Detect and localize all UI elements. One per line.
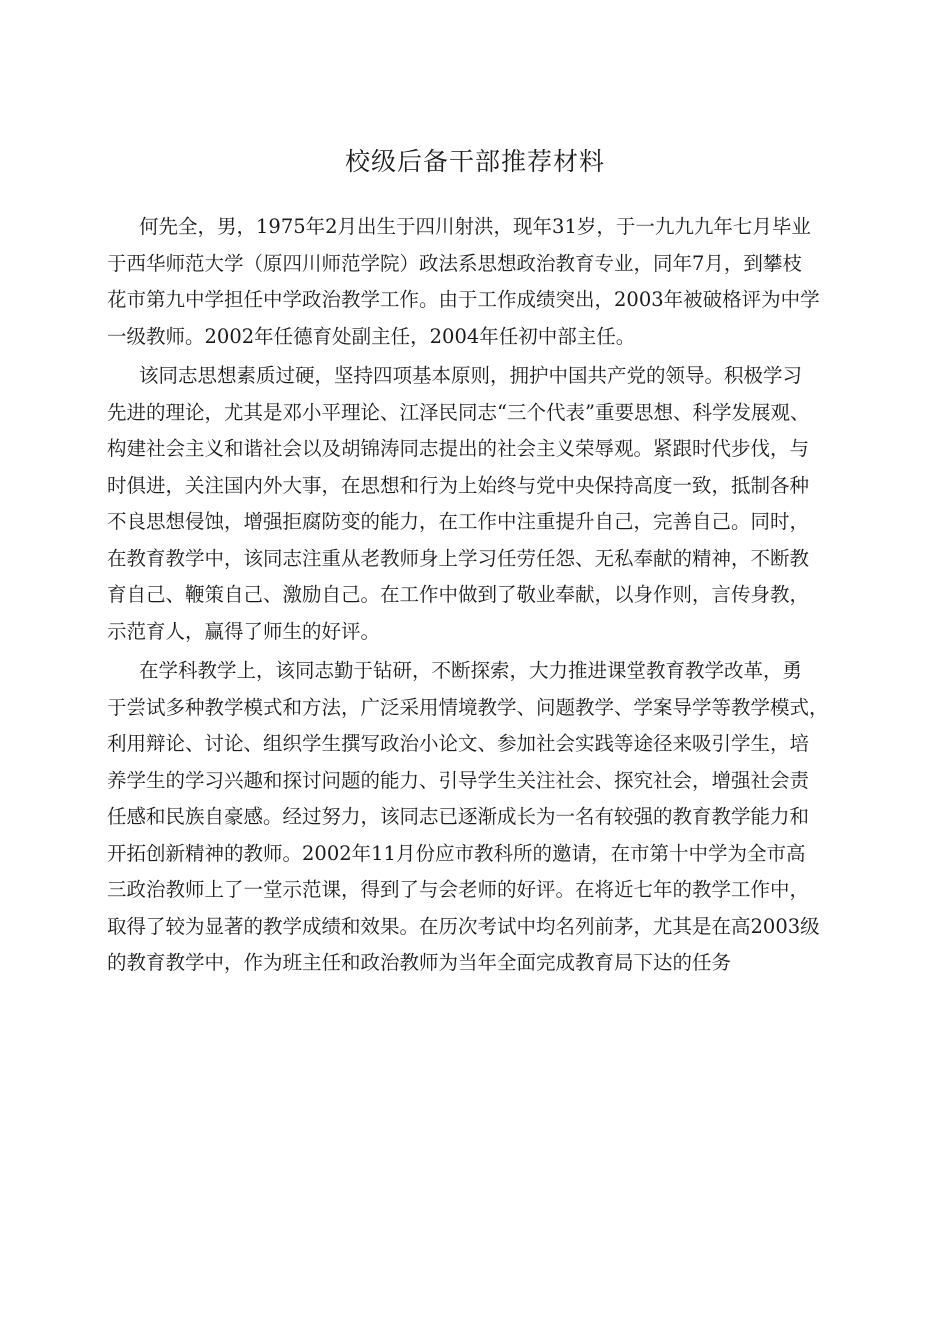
- paragraph-line: 示范育人，赢得了师生的好评。: [107, 619, 381, 643]
- document-title: 校级后备干部推荐材料: [344, 147, 605, 176]
- paragraph-1: [107, 209, 852, 355]
- paragraph-line: 该同志思想素质过硬，坚持四项基本原则，拥护中国共产党的领导。积极学习: [139, 364, 803, 387]
- paragraph-line: 于西华师范大学（原四川师范学院）政法系思想政治教育专业，同年7月，到攀枝: [107, 251, 802, 275]
- paragraph-line: 何先全，男，1975年2月出生于四川射洪，现年31岁，于一九九九年七月毕业: [139, 215, 811, 238]
- paragraph-line: 的教育教学中，作为班主任和政治教师为当年全面完成教育局下达的任务: [107, 951, 732, 974]
- paragraph-line: 取得了较为显著的教学成绩和效果。在历次考试中均名列前茅，尤其是在高2003级: [107, 914, 820, 938]
- paragraph-line: 利用辩论、讨论、组织学生撰写政治小论文、参加社会实践等途径来吸引学生，培: [107, 732, 810, 755]
- paragraph-line: 养学生的学习兴趣和探讨问题的能力、引导学生关注社会、探究社会，增强社会责: [107, 768, 810, 792]
- paragraph-line: 一级教师。2002年任德育处副主任，2004年任初中部主任。: [107, 324, 636, 348]
- document-body: [107, 209, 852, 982]
- paragraph-line: 先进的理论，尤其是邓小平理论、江泽民同志“三个代表”重要思想、科学发展观、: [107, 400, 810, 424]
- paragraph-2: [107, 358, 852, 650]
- paragraph-3: [107, 653, 852, 982]
- paragraph-line: 花市第九中学担任中学政治教学工作。由于工作成绩突出，2003年被破格评为中学: [107, 288, 820, 311]
- paragraph-line: 时俱进，关注国内外大事，在思想和行为上始终与党中央保持高度一致，抵制各种: [107, 473, 810, 497]
- paragraph-line: 于尝试多种教学模式和方法，广泛采用情境教学、问题教学、学案导学等教学模式，: [107, 695, 829, 719]
- paragraph-line: 在教育教学中，该同志注重从老教师身上学习任劳任怨、无私奉献的精神，不断教: [107, 546, 810, 570]
- paragraph-line: 不良思想侵蚀，增强拒腐防变的能力，在工作中注重提升自己，完善自己。同时，: [107, 510, 810, 533]
- paragraph-line: 三政治教师上了一堂示范课，得到了与会老师的好评。在将近七年的教学工作中，: [107, 878, 810, 901]
- paragraph-line: 在学科教学上，该同志勤于钻研，不断探索，大力推进课堂教育教学改革，勇: [139, 659, 803, 682]
- paragraph-line: 构建社会主义和谐社会以及胡锦涛同志提出的社会主义荣辱观。紧跟时代步伐，与: [107, 437, 810, 460]
- paragraph-line: 任感和民族自豪感。经过努力，该同志已逐渐成长为一名有较强的教育教学能力和: [107, 805, 810, 828]
- paragraph-line: 开拓创新精神的教师。2002年11月份应市教科所的邀请，在市第十中学为全市高: [107, 841, 806, 865]
- paragraph-line: 育自己、鞭策自己、激励自己。在工作中做到了敬业奉献，以身作则，言传身教，: [107, 583, 810, 606]
